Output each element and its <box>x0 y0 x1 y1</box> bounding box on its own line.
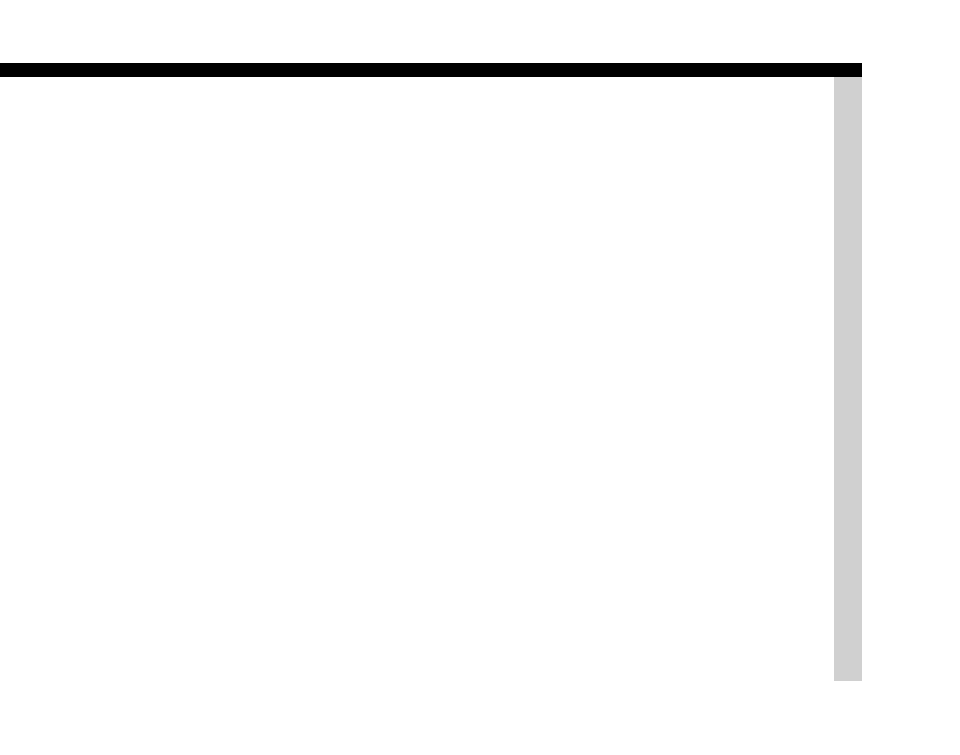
grey-margin-column <box>834 77 862 681</box>
column-header-bar <box>0 63 862 77</box>
